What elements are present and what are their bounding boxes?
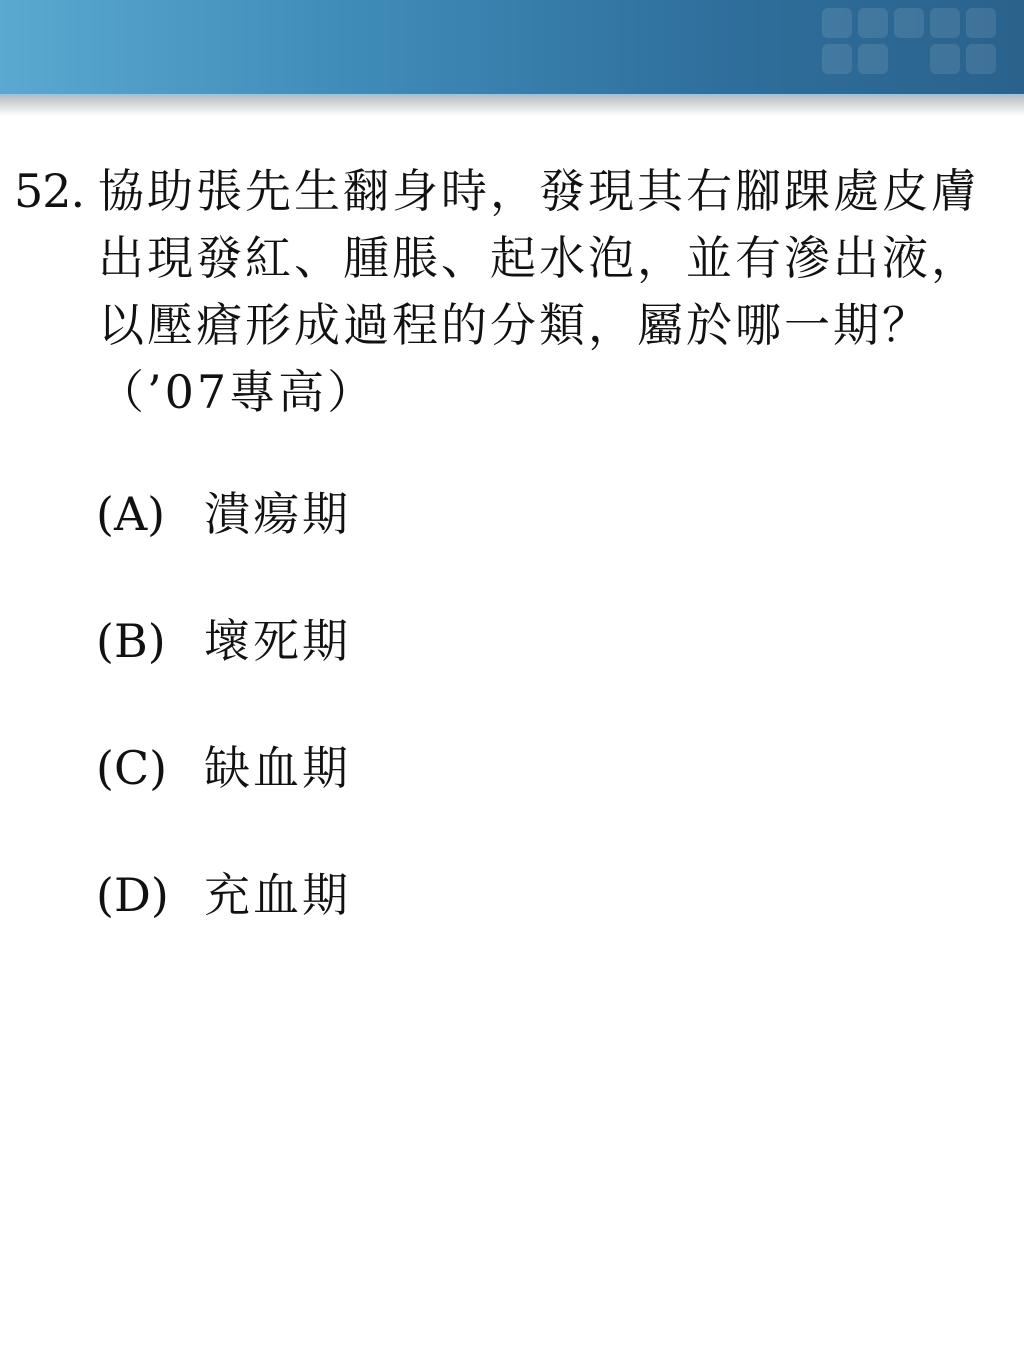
header-shadow [0,96,1024,116]
decorative-tile [858,44,888,74]
question-number: 52. [14,164,85,218]
option-c [96,740,351,796]
header-banner [0,0,1024,96]
decorative-tile [822,44,852,74]
decorative-tile [966,8,996,38]
decorative-tile [894,8,924,38]
option-b-text: 壞死期 [204,614,351,668]
question-text: 協助張先生翻身時，發現其右腳踝處皮膚出現發紅、腫脹、起水泡，並有滲出液，以壓瘡形成過程的分類，屬於哪一期？（’07專高） [98,164,980,419]
decorative-tile [858,8,888,38]
option-a [96,486,351,542]
option-a-label: (A) [96,487,166,541]
decorative-tile [822,8,852,38]
option-d [96,867,351,923]
option-b [96,613,351,669]
option-c-text: 缺血期 [204,741,351,795]
decorative-tile [930,44,960,74]
option-c-label: (C) [96,741,168,795]
decorative-tile [966,44,996,74]
decorative-tile [930,8,960,38]
option-d-text: 充血期 [204,868,351,922]
option-a-text: 潰瘍期 [204,487,351,541]
option-b-label: (B) [96,614,166,668]
option-d-label: (D) [96,868,169,922]
